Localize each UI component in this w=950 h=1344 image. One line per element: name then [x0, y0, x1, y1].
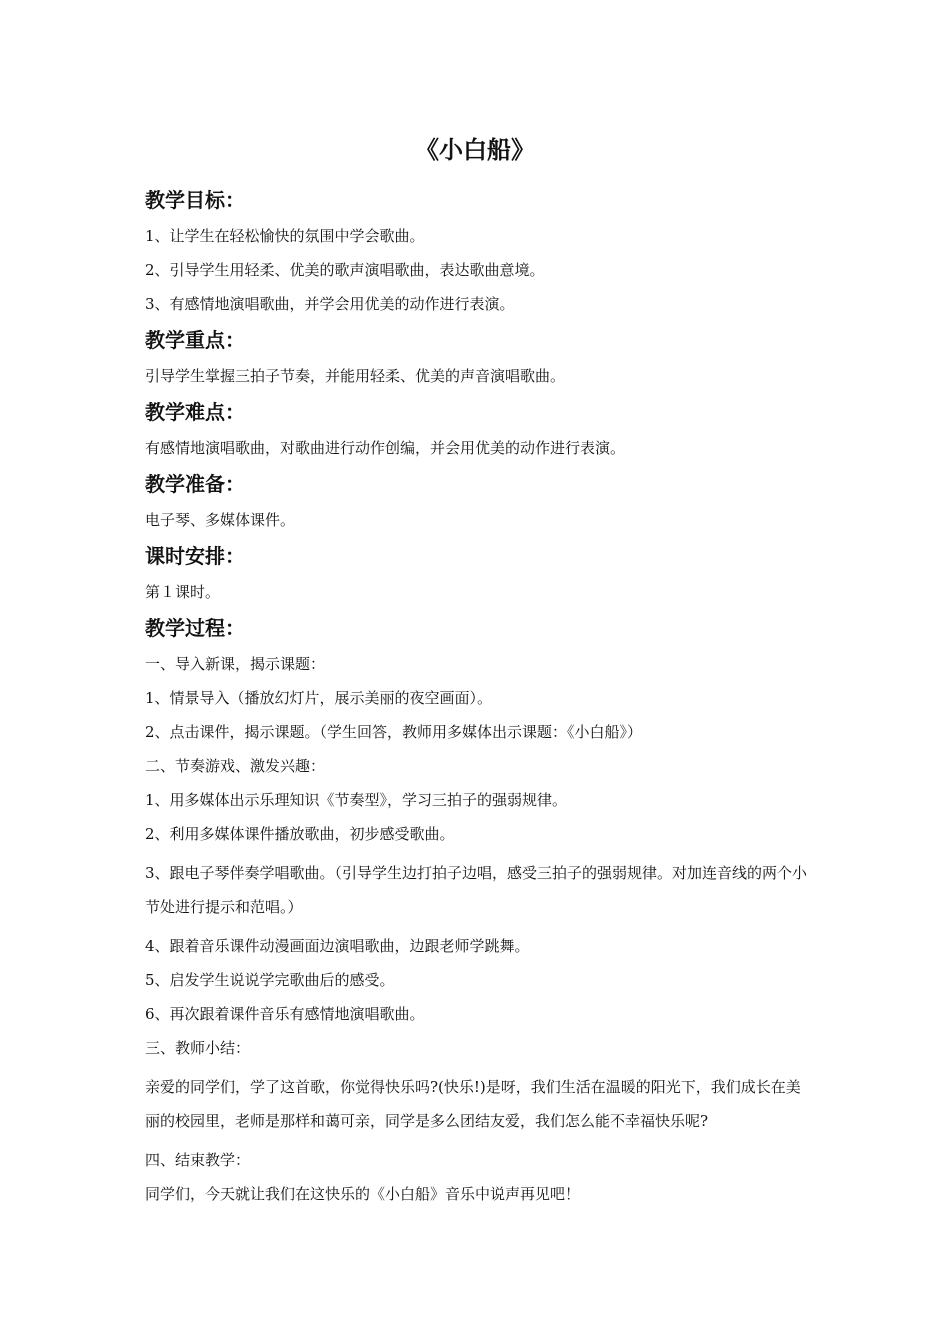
closing-text: 同学们，今天就让我们在这快乐的《小白船》音乐中说声再见吧！ [145, 1185, 581, 1203]
process-item: 2、点击课件，揭示课题。（学生回答，教师用多媒体出示课题：《小白船》） [145, 723, 643, 741]
goal-item: 1、让学生在轻松愉快的氛围中学会歌曲。 [145, 227, 425, 245]
document-title: 《小白船》 [415, 136, 535, 164]
heading-difficulties: 教学难点： [145, 400, 245, 424]
process-part-title: 一、导入新课，揭示课题： [145, 655, 326, 673]
key-points-text: 引导学生掌握三拍子节奏，并能用轻柔、优美的声音演唱歌曲。 [145, 367, 566, 385]
heading-schedule: 课时安排： [145, 544, 245, 568]
process-item: 1、用多媒体出示乐理知识《节奏型》，学习三拍子的强弱规律。 [145, 791, 568, 809]
process-item: 3、跟电子琴伴奏学唱歌曲。（引导学生边打拍子边唱，感受三拍子的强弱规律。对加连音线的两个小节处进行提示和范唱。） [145, 864, 808, 916]
process-item: 4、跟着音乐课件动漫画面边演唱歌曲，边跟老师学跳舞。 [145, 937, 530, 955]
goal-item: 3、有感情地演唱歌曲，并学会用优美的动作进行表演。 [145, 295, 515, 313]
heading-preparation: 教学准备： [145, 472, 245, 496]
schedule-text: 第１课时。 [145, 583, 221, 601]
summary-text: 亲爱的同学们，学了这首歌，你觉得快乐吗?(快乐!)是呀，我们生活在温暖的阳光下，我们成长在美丽的校园里，老师是那样和蔼可亲，同学是多么团结友爱，我们怎么能不幸福快乐呢? [145, 1078, 801, 1130]
process-item: 6、再次跟着课件音乐有感情地演唱歌曲。 [145, 1005, 425, 1023]
process-part-title: 四、结束教学： [145, 1151, 251, 1169]
goal-item: 2、引导学生用轻柔、优美的歌声演唱歌曲，表达歌曲意境。 [145, 261, 545, 279]
process-part-title: 三、教师小结： [145, 1039, 251, 1057]
heading-key-points: 教学重点： [145, 328, 245, 352]
process-item: 2、利用多媒体课件播放歌曲，初步感受歌曲。 [145, 825, 455, 843]
process-item: 5、启发学生说说学完歌曲后的感受。 [145, 971, 395, 989]
document-body [145, 186, 810, 1205]
preparation-text: 电子琴、多媒体课件。 [145, 511, 296, 529]
heading-goals: 教学目标： [145, 188, 245, 212]
difficulties-text: 有感情地演唱歌曲，对歌曲进行动作创编，并会用优美的动作进行表演。 [145, 439, 626, 457]
heading-process: 教学过程： [145, 616, 245, 640]
process-part-title: 二、节奏游戏、激发兴趣： [145, 757, 326, 775]
process-item: 1、情景导入（播放幻灯片，展示美丽的夜空画面）。 [145, 689, 493, 707]
